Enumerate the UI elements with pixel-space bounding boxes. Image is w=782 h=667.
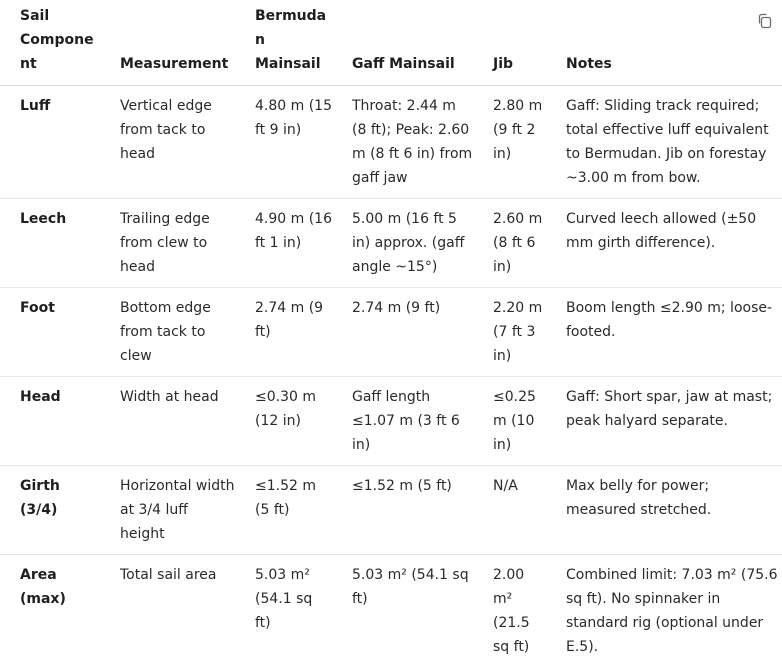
table-row <box>0 86 782 199</box>
cell-component: Foot <box>0 288 100 377</box>
table-row <box>0 377 782 466</box>
cell-component: Leech <box>0 199 100 288</box>
cell-jib: 2.20 m (7 ft 3 in) <box>473 288 546 377</box>
cell-component: Luff <box>0 86 100 199</box>
cell-notes: Curved leech allowed (±50 mm girth difference). <box>546 199 782 288</box>
cell-jib: N/A <box>473 466 546 555</box>
cell-notes: Boom length ≤2.90 m; loose-footed. <box>546 288 782 377</box>
cell-jib: 2.60 m (8 ft 6 in) <box>473 199 546 288</box>
table-row <box>0 466 782 555</box>
cell-measurement: Width at head <box>100 377 235 466</box>
cell-measurement: Trailing edge from clew to head <box>100 199 235 288</box>
copy-table-button[interactable] <box>756 12 776 32</box>
cell-measurement: Bottom edge from tack to clew <box>100 288 235 377</box>
cell-gaff: Throat: 2.44 m (8 ft); Peak: 2.60 m (8 ft 6 in) from gaff jaw <box>332 86 473 199</box>
header-measurement: Measurement <box>100 0 235 86</box>
cell-gaff: 2.74 m (9 ft) <box>332 288 473 377</box>
cell-bermudan: ≤0.30 m (12 in) <box>235 377 332 466</box>
cell-notes: Gaff: Sliding track required; total effective luff equivalent to Bermudan. Jib on forestay ~3.00 m from bow. <box>546 86 782 199</box>
table-row <box>0 199 782 288</box>
table-row <box>0 288 782 377</box>
table-header-row <box>0 0 782 86</box>
cell-measurement: Vertical edge from tack to head <box>100 86 235 199</box>
cell-component: Head <box>0 377 100 466</box>
cell-component: Girth (3/4) <box>0 466 100 555</box>
cell-jib: 2.00 m² (21.5 sq ft) <box>473 555 546 667</box>
cell-notes: Gaff: Short spar, jaw at mast; peak halyard separate. <box>546 377 782 466</box>
cell-bermudan: 4.80 m (15 ft 9 in) <box>235 86 332 199</box>
cell-component: Area (max) <box>0 555 100 667</box>
cell-jib: 2.80 m (9 ft 2 in) <box>473 86 546 199</box>
cell-notes: Max belly for power; measured stretched. <box>546 466 782 555</box>
cell-notes: Combined limit: 7.03 m² (75.6 sq ft). No spinnaker in standard rig (optional under E.5). <box>546 555 782 667</box>
cell-gaff: Gaff length ≤1.07 m (3 ft 6 in) <box>332 377 473 466</box>
header-jib: Jib <box>473 0 546 86</box>
cell-jib: ≤0.25 m (10 in) <box>473 377 546 466</box>
header-notes: Notes <box>546 0 782 86</box>
cell-gaff: 5.03 m² (54.1 sq ft) <box>332 555 473 667</box>
cell-bermudan: 4.90 m (16 ft 1 in) <box>235 199 332 288</box>
header-bermudan-mainsail: Bermudan Mainsail <box>235 0 332 86</box>
cell-gaff: 5.00 m (16 ft 5 in) approx. (gaff angle ~15°) <box>332 199 473 288</box>
table-row <box>0 555 782 667</box>
copy-icon <box>756 12 774 30</box>
cell-measurement: Horizontal width at 3/4 luff height <box>100 466 235 555</box>
cell-bermudan: 5.03 m² (54.1 sq ft) <box>235 555 332 667</box>
cell-bermudan: ≤1.52 m (5 ft) <box>235 466 332 555</box>
cell-bermudan: 2.74 m (9 ft) <box>235 288 332 377</box>
header-sail-component: Sail Component <box>0 0 100 86</box>
header-gaff-mainsail: Gaff Mainsail <box>332 0 473 86</box>
cell-gaff: ≤1.52 m (5 ft) <box>332 466 473 555</box>
cell-measurement: Total sail area <box>100 555 235 667</box>
